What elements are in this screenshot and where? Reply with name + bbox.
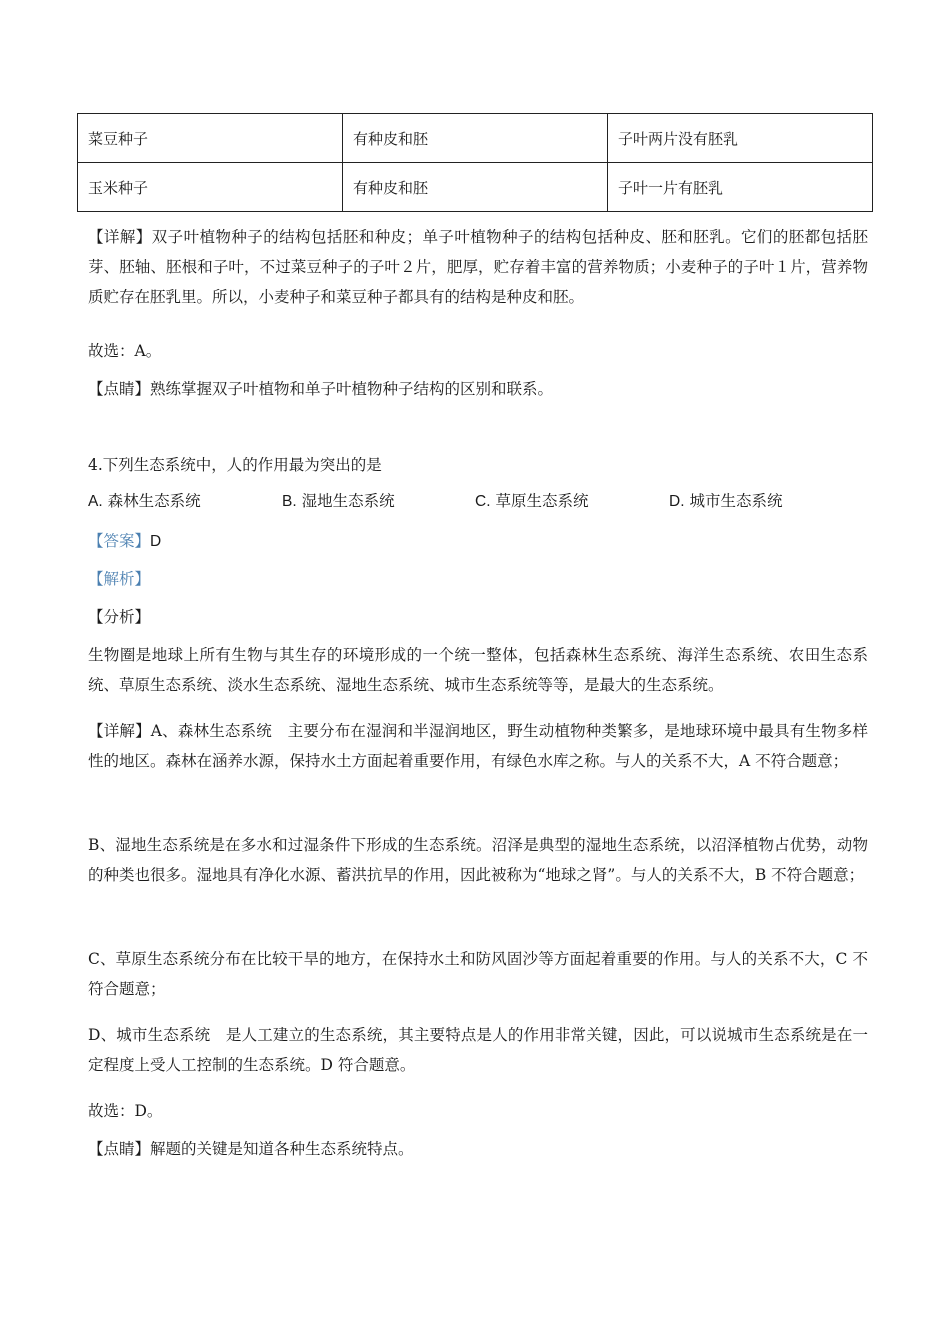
table-cell: 菜豆种子 <box>78 114 343 163</box>
detail-text: 双子叶植物种子的结构包括胚和种皮；单子叶植物种子的结构包括种皮、胚和胚乳。它们的胚都包括胚芽、胚轴、胚根和子叶，不过菜豆种子的子叶２片，肥厚，贮存着丰富的营养物质；小麦种子的子叶１片，营养物质贮存在胚乳里。所以，小麦种子和菜豆种子都具有的结构是种皮和胚。 <box>88 228 868 306</box>
q4-detail-d: D、城市生态系统 是人工建立的生态系统，其主要特点是人的作用非常关键，因此，可以说城市生态系统是在一定程度上受人工控制的生态系统。D 符合题意。 <box>88 1026 868 1074</box>
answer-value: D <box>150 533 162 550</box>
option-letter: B. <box>282 493 297 510</box>
comment-text: 解题的关键是知道各种生态系统特点。 <box>150 1140 414 1158</box>
option-c <box>475 489 588 511</box>
table-cell: 有种皮和胚 <box>343 163 608 212</box>
q3-comment <box>88 374 868 404</box>
option-text: 湿地生态系统 <box>301 492 395 510</box>
q4-comment <box>88 1134 868 1164</box>
detail-a-text: A、森林生态系统 主要分布在湿润和半湿润地区，野生动植物种类繁多，是地球环境中最具有生物多样性的地区。森林在涵养水源，保持水土方面起着重要作用，有绿色水库之称。与人的关系不大，A 不符合题意； <box>88 722 868 770</box>
option-a <box>88 489 201 511</box>
q4-question: 4.下列生态系统中，人的作用最为突出的是 <box>88 456 382 474</box>
detail-tag: 【详解】 <box>88 228 152 246</box>
q4-analysis-tag: 【解析】 <box>88 570 151 588</box>
q3-choice: 故选：A。 <box>88 342 162 360</box>
q4-detail-b: B、湿地生态系统是在多水和过湿条件下形成的生态系统。沼泽是典型的湿地生态系统，以沼泽植物占优势，动物的种类也很多。湿地具有净化水源、蓄洪抗旱的作用，因此被称为“地球之肾”。与人的关系不大，B 不符合题意； <box>88 836 868 884</box>
q4-choice: 故选：D。 <box>88 1102 163 1120</box>
option-text: 城市生态系统 <box>689 492 783 510</box>
q4-detail-c: C、草原生态系统分布在比较干旱的地方，在保持水土和防风固沙等方面起着重要的作用。与人的关系不大，C 不符合题意； <box>88 950 868 998</box>
table-cell: 玉米种子 <box>78 163 343 212</box>
table-cell: 子叶两片没有胚乳 <box>608 114 873 163</box>
option-letter: A. <box>88 493 103 510</box>
comment-tag: 【点睛】 <box>88 380 151 398</box>
seed-structure-table <box>77 113 873 212</box>
option-text: 森林生态系统 <box>107 492 201 510</box>
comment-text: 熟练掌握双子叶植物和单子叶植物种子结构的区别和联系。 <box>150 380 554 398</box>
option-letter: D. <box>669 493 685 510</box>
table-row <box>78 163 873 212</box>
comment-tag: 【点睛】 <box>88 1140 151 1158</box>
q4-detail-a <box>88 716 868 776</box>
q4-analyze-tag: 【分析】 <box>88 608 151 626</box>
answer-tag: 【答案】 <box>88 532 151 550</box>
option-d <box>669 489 782 511</box>
option-b <box>282 489 395 511</box>
q3-detail <box>88 222 868 312</box>
table-cell: 有种皮和胚 <box>343 114 608 163</box>
table-row <box>78 114 873 163</box>
q4-answer <box>88 526 868 557</box>
detail-tag: 【详解】 <box>88 722 151 740</box>
option-text: 草原生态系统 <box>495 492 589 510</box>
table-cell: 子叶一片有胚乳 <box>608 163 873 212</box>
option-letter: C. <box>475 493 491 510</box>
q4-analyze-text: 生物圈是地球上所有生物与其生存的环境形成的一个统一整体，包括森林生态系统、海洋生态系统、农田生态系统、草原生态系统、淡水生态系统、湿地生态系统、城市生态系统等等，是最大的生态系统。 <box>88 646 868 694</box>
q4-options <box>88 489 868 517</box>
